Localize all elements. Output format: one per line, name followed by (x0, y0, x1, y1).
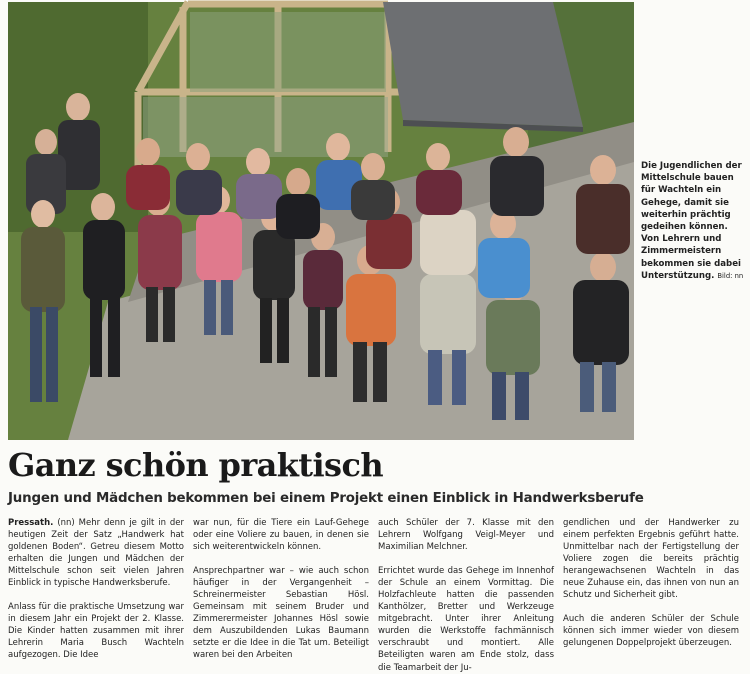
caption-text: Die Jugendlichen der Mittelschule bauen für Wachteln ein Gehege, damit sie weiterhin prächtig gedeihen können. Von Lehrern und Zimmermeistern bekommen sie dabei Unterstützung. (641, 161, 742, 281)
article-subheadline: Jungen und Mädchen bekommen bei einem Projekt einen Einblick in Handwerksberufe (8, 491, 644, 506)
dateline: Pressath. (8, 518, 54, 528)
paragraph-text: (nn) Mehr denn je gilt in der heutigen Zeit der Satz „Handwerk hat goldenen Boden“. Getreu diesem Motto erhalten die Jungen und Mädchen der Mittelschule schon seit vielen Jahren Einblick in typische Handwerksberufe. (8, 518, 184, 589)
article-column-4 (563, 517, 739, 667)
paragraph: Ansprechpartner war – wie auch schon häufiger in der Vergangenheit – Schreinermeister Sebastian Hösl. Gemeinsam mit seinem Bruder und Zimmerermeister Johannes Hösl sowie dem Auszubildenden Lukas Baumann setzte er die Idee in die Tat um. Beteiligt waren bei den Arbeiten (193, 566, 369, 661)
paragraph: auch Schüler der 7. Klasse mit den Lehrern Wolfgang Veigl-Meyer und Maximilian Melchner. (378, 518, 554, 553)
paragraph: war nun, für die Tiere ein Lauf-Gehege oder eine Voliere zu bauen, in denen sie sich weiterentwickeln können. (193, 518, 369, 553)
paragraph: Errichtet wurde das Gehege im Innenhof der Schule an einem Vormittag. Die Holzfachleute hatten die passenden Kanthölzer, Bretter und Werkzeuge mitgebracht. Unter ihrer Anleitung wurden die Werkstoffe fachmännisch verschraubt und montiert. Alle Beteiligten waren am Ende stolz, dass die Teamarbeit der Ju- (378, 566, 554, 673)
paragraph: gendlichen und der Handwerker zu einem perfekten Ergebnis geführt hatte. Unmittelbar nach der Fertigstellung der Voliere zogen die bereits prächtig herangewachsenen Wachteln in das neue Zuhause ein, das ihnen von nun an Schutz und Sicherheit gibt. (563, 518, 739, 601)
article-column-1 (8, 517, 184, 667)
photo-caption (641, 160, 745, 282)
paragraph (8, 517, 184, 589)
article-column-2 (193, 517, 369, 667)
group-photo-illustration (8, 2, 634, 440)
paragraph: Anlass für die praktische Umsetzung war in diesem Jahr ein Projekt der 2. Klasse. Die Kinder hatten zusammen mit ihrer Lehrerin Maria Busch Wachteln aufgezogen. Die Idee (8, 602, 184, 661)
paragraph: Auch die anderen Schüler der Schule können sich immer wieder von diesem gelungenen Doppelprojekt überzeugen. (563, 614, 739, 649)
article-headline: Ganz schön praktisch (8, 446, 384, 484)
article-photo (8, 2, 634, 440)
article-column-3 (378, 517, 554, 673)
photo-credit: Bild: nn (717, 271, 744, 280)
article-body (8, 517, 744, 673)
